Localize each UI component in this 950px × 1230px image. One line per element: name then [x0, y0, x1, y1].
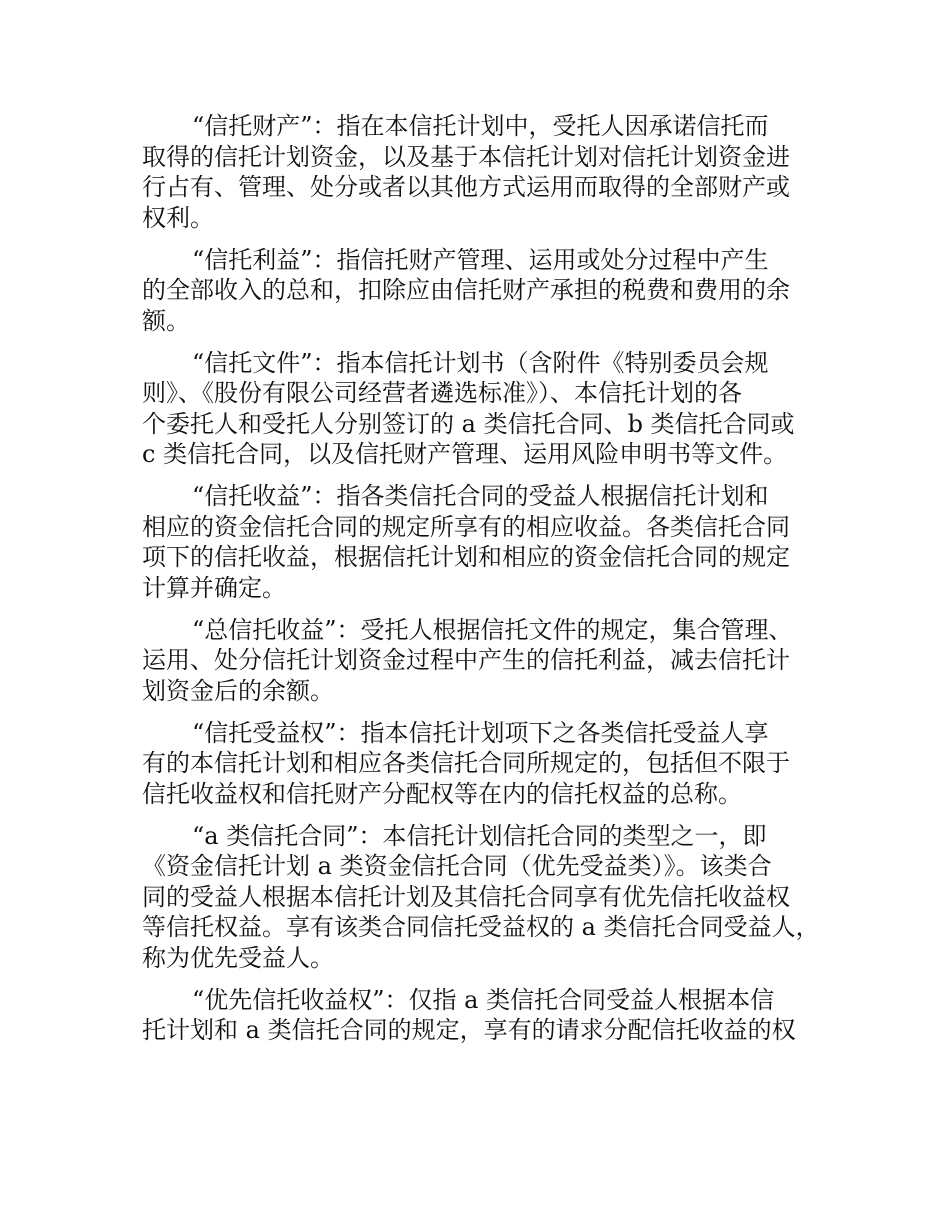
- text-line: 划资金后的余额。: [142, 676, 334, 705]
- text-line: 个委托人和受托人分别签订的 a 类信托合同、b 类信托合同或: [142, 409, 795, 438]
- definition-trust-property: [142, 111, 822, 233]
- text-line: 项下的信托收益，根据信托计划和相应的资金信托合同的规定: [142, 543, 790, 571]
- definition-priority-trust-income-right: [142, 985, 822, 1046]
- text-line: 《资金信托计划 a 类资金信托合同（优先受益类）》。该类合: [142, 852, 772, 880]
- text-line: “优先信托收益权”：仅指 a 类信托合同受益人根据本信: [192, 985, 775, 1014]
- document-body: [142, 111, 822, 1057]
- text-line: “信托财产”：指在本信托计划中，受托人因承诺信托而: [192, 112, 769, 140]
- text-line: 相应的资金信托合同的规定所享有的相应收益。各类信托合同: [142, 512, 790, 541]
- text-line: 运用、处分信托计划资金过程中产生的信托利益，减去信托计: [142, 646, 790, 674]
- definition-trust-documents: [142, 348, 822, 470]
- text-line: 称为优先受益人。: [142, 943, 334, 972]
- text-line: “信托受益权”：指本信托计划项下之各类信托受益人享: [192, 718, 769, 747]
- text-line: 取得的信托计划资金，以及基于本信托计划对信托计划资金进: [142, 142, 790, 171]
- text-line: 同的受益人根据本信托计划及其信托合同享有优先信托收益权: [142, 882, 790, 911]
- definition-trust-income: [142, 481, 822, 603]
- text-line: 权利。: [142, 203, 214, 232]
- definition-total-trust-income: [142, 615, 822, 707]
- text-line: 则》、《股份有限公司经营者遴选标准》）、本信托计划的各: [142, 379, 742, 407]
- text-line: c 类信托合同，以及信托财产管理、运用风险申明书等文件。: [142, 440, 788, 468]
- text-line: 等信托权益。享有该类合同信托受益权的 a 类信托合同受益人，: [142, 913, 820, 941]
- text-line: 信托收益权和信托财产分配权等在内的信托权益的总称。: [142, 779, 742, 808]
- definition-class-a-trust-contract: [142, 821, 822, 974]
- text-line: “信托文件”：指本信托计划书（含附件《特别委员会规: [192, 348, 769, 377]
- text-line: “信托利益”：指信托财产管理、运用或处分过程中产生: [192, 245, 769, 274]
- text-line: 额。: [142, 306, 190, 335]
- text-line: “信托收益”：指各类信托合同的受益人根据信托计划和: [192, 482, 769, 510]
- text-line: 有的本信托计划和相应各类信托合同所规定的，包括但不限于: [142, 749, 790, 777]
- text-line: “总信托收益”：受托人根据信托文件的规定，集合管理、: [192, 615, 793, 644]
- text-line: “a 类信托合同”：本信托计划信托合同的类型之一，即: [192, 821, 767, 850]
- text-line: 的全部收入的总和，扣除应由信托财产承担的税费和费用的余: [142, 276, 790, 304]
- text-line: 托计划和 a 类信托合同的规定，享有的请求分配信托收益的权: [142, 1016, 796, 1044]
- definition-trust-benefit: [142, 245, 822, 337]
- text-line: 计算并确定。: [142, 573, 286, 602]
- text-line: 行占有、管理、处分或者以其他方式运用而取得的全部财产或: [142, 173, 790, 201]
- definition-trust-beneficial-right: [142, 718, 822, 810]
